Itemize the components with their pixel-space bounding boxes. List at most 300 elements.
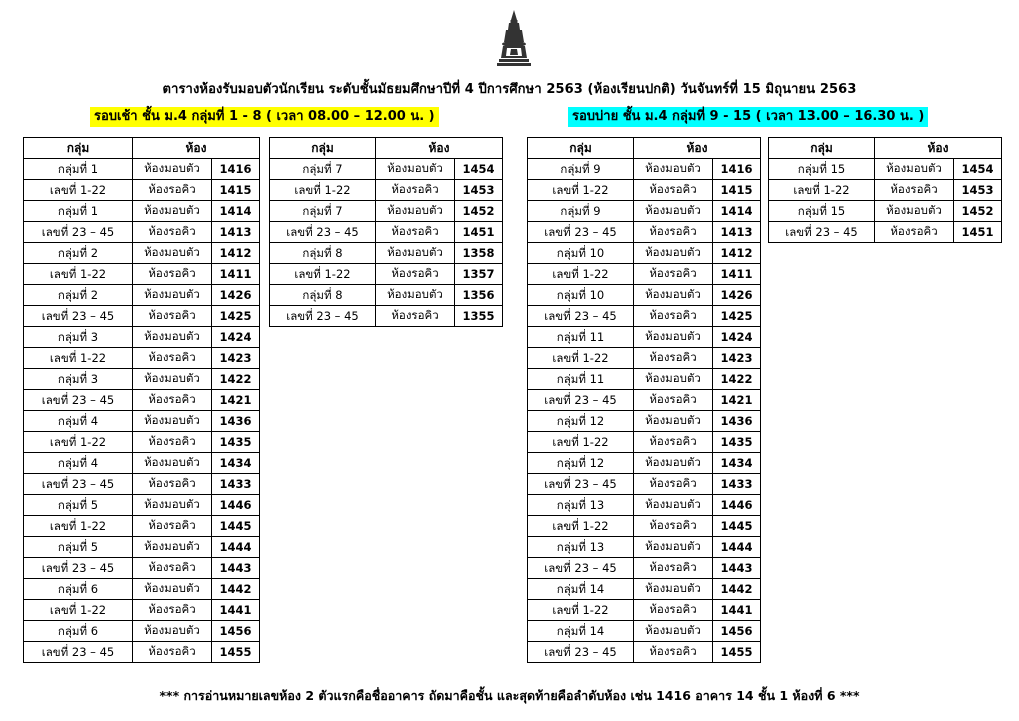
room-type-wait: ห้องรอคิว [634,600,713,621]
room-type-report: ห้องมอบตัว [133,327,212,348]
report-room-number: 1416 [212,159,260,180]
student-range: เลขที่ 23 – 45 [785,225,858,239]
table-row [24,348,260,369]
wait-room-number: 1423 [713,348,761,369]
group-cell [24,285,133,306]
student-range: เลขที่ 1-22 [49,351,107,365]
student-range: เลขที่ 1-22 [49,519,107,533]
group-name: กลุ่มที่ 15 [797,204,846,218]
student-range: เลขที่ 23 – 45 [41,645,115,659]
room-type-report: ห้องมอบตัว [133,201,212,222]
group-name: กลุ่มที่ 6 [57,624,99,638]
student-range: เลขที่ 23 – 45 [41,225,115,239]
table-row [528,243,761,264]
room-type-report: ห้องมอบตัว [133,495,212,516]
room-type-report: ห้องมอบตัว [133,411,212,432]
group-name: กลุ่มที่ 8 [302,288,343,302]
range-cell [24,558,133,579]
report-room-number: 1422 [212,369,260,390]
group-cell [24,159,133,180]
student-range: เลขที่ 1-22 [552,435,609,449]
student-range: เลขที่ 23 – 45 [544,477,617,491]
group-cell [528,453,634,474]
student-range: เลขที่ 23 – 45 [544,561,617,575]
group-name: กลุ่มที่ 6 [57,582,99,596]
table-row [528,579,761,600]
group-name: กลุ่มที่ 9 [560,162,601,176]
table-row [528,495,761,516]
group-cell [24,621,133,642]
report-room-number: 1436 [713,411,761,432]
range-cell [528,432,634,453]
room-type-wait: ห้องรอคิว [875,222,954,243]
room-type-wait: ห้องรอคิว [376,306,455,327]
afternoon-session-label: รอบบ่าย ชั้น ม.4 กลุ่มที่ 9 - 15 ( เวลา 13.00 – 16.30 น. ) [568,107,928,127]
table-row [528,369,761,390]
report-room-number: 1416 [713,159,761,180]
student-range: เลขที่ 1-22 [49,183,107,197]
group-cell [769,201,875,222]
table-row [24,432,260,453]
student-range: เลขที่ 23 – 45 [544,309,617,323]
room-type-report: ห้องมอบตัว [133,579,212,600]
range-cell [270,222,376,243]
range-cell [270,306,376,327]
table-row [270,285,503,306]
table-row [24,453,260,474]
table-row [769,222,1002,243]
group-cell [24,579,133,600]
group-cell [528,369,634,390]
range-cell [769,222,875,243]
table-row [24,306,260,327]
table-row [528,306,761,327]
room-type-wait: ห้องรอคิว [133,348,212,369]
room-type-wait: ห้องรอคิว [634,474,713,495]
room-type-wait: ห้องรอคิว [133,558,212,579]
student-range: เลขที่ 1-22 [552,603,609,617]
room-type-report: ห้องมอบตัว [376,159,455,180]
table-row [528,264,761,285]
student-range: เลขที่ 23 – 45 [41,561,115,575]
report-room-number: 1452 [455,201,503,222]
room-type-wait: ห้องรอคิว [133,432,212,453]
group-name: กลุ่มที่ 7 [302,204,343,218]
wait-room-number: 1415 [212,180,260,201]
table-row [528,453,761,474]
table-row [24,621,260,642]
group-cell [24,369,133,390]
room-type-wait: ห้องรอคิว [133,600,212,621]
report-room-number: 1434 [212,453,260,474]
table-row [24,390,260,411]
range-cell [24,474,133,495]
table-row [528,432,761,453]
student-range: เลขที่ 1-22 [552,519,609,533]
report-room-number: 1446 [713,495,761,516]
room-type-report: ห้องมอบตัว [376,201,455,222]
table-row [24,327,260,348]
table-row [528,642,761,663]
footer-note: *** การอ่านหมายเลขห้อง 2 ตัวแรกคือชื่ออาคาร ถัดมาคือชั้น และสุดท้ายคือลำดับห้อง เช่น 1416 อาคาร 14 ชั้น 1 ห้องที่ 6 *** [159,688,860,703]
room-type-wait: ห้องรอคิว [634,264,713,285]
table-row [270,180,503,201]
header-group: กลุ่ม [769,138,875,159]
group-cell [528,201,634,222]
wait-room-number: 1451 [954,222,1002,243]
table-row [24,516,260,537]
group-name: กลุ่มที่ 12 [556,456,605,470]
room-type-wait: ห้องรอคิว [634,432,713,453]
room-table [23,137,260,663]
report-room-number: 1356 [455,285,503,306]
wait-room-number: 1413 [212,222,260,243]
student-range: เลขที่ 1-22 [793,183,850,197]
table-row [528,600,761,621]
group-cell [24,201,133,222]
group-cell [528,285,634,306]
student-range: เลขที่ 1-22 [49,435,107,449]
table-row [528,348,761,369]
group-name: กลุ่มที่ 12 [556,414,605,428]
group-name: กลุ่มที่ 13 [556,540,605,554]
room-type-report: ห้องมอบตัว [133,159,212,180]
table-row [769,159,1002,180]
report-room-number: 1456 [713,621,761,642]
room-type-report: ห้องมอบตัว [376,285,455,306]
group-cell [528,495,634,516]
report-room-number: 1442 [713,579,761,600]
group-cell [24,327,133,348]
group-name: กลุ่มที่ 1 [57,162,99,176]
report-room-number: 1442 [212,579,260,600]
report-room-number: 1444 [713,537,761,558]
group-cell [24,453,133,474]
range-cell [24,642,133,663]
wait-room-number: 1435 [212,432,260,453]
room-type-report: ห้องมอบตัว [133,369,212,390]
room-type-wait: ห้องรอคิว [634,306,713,327]
table-row [270,264,503,285]
group-name: กลุ่มที่ 3 [57,372,99,386]
room-type-report: ห้องมอบตัว [634,453,713,474]
group-cell [528,159,634,180]
room-type-report: ห้องมอบตัว [133,453,212,474]
range-cell [528,642,634,663]
header-group: กลุ่ม [528,138,634,159]
room-type-wait: ห้องรอคิว [133,180,212,201]
wait-room-number: 1445 [212,516,260,537]
report-room-number: 1426 [212,285,260,306]
room-type-wait: ห้องรอคิว [875,180,954,201]
report-room-number: 1424 [713,327,761,348]
room-type-report: ห้องมอบตัว [634,243,713,264]
wait-room-number: 1441 [212,600,260,621]
wait-room-number: 1433 [713,474,761,495]
room-type-wait: ห้องรอคิว [634,348,713,369]
header-room: ห้อง [875,138,1002,159]
table-row [24,369,260,390]
range-cell [528,516,634,537]
group-cell [24,243,133,264]
group-name: กลุ่มที่ 5 [57,498,99,512]
room-type-wait: ห้องรอคิว [376,180,455,201]
table-row [528,159,761,180]
group-cell [528,621,634,642]
table-row [528,537,761,558]
group-cell [270,159,376,180]
group-name: กลุ่มที่ 15 [797,162,846,176]
table-row [528,411,761,432]
header-group: กลุ่ม [24,138,133,159]
wait-room-number: 1435 [713,432,761,453]
range-cell [24,180,133,201]
group-cell [270,243,376,264]
page-title: ตารางห้องรับมอบตัวนักเรียน ระดับชั้นมัธยมศึกษาปีที่ 4 ปีการศึกษา 2563 (ห้องเรียนปกติ) วันจันทร์ที่ 15 มิถุนายน 2563 [162,82,857,97]
header-room: ห้อง [634,138,761,159]
group-name: กลุ่มที่ 11 [556,372,605,386]
room-type-report: ห้องมอบตัว [376,243,455,264]
table-row [24,642,260,663]
room-type-wait: ห้องรอคิว [634,558,713,579]
room-type-wait: ห้องรอคิว [133,642,212,663]
wait-room-number: 1415 [713,180,761,201]
table-row [24,201,260,222]
wait-room-number: 1413 [713,222,761,243]
room-type-wait: ห้องรอคิว [634,516,713,537]
report-room-number: 1446 [212,495,260,516]
table-row [528,201,761,222]
group-name: กลุ่มที่ 2 [57,246,99,260]
report-room-number: 1456 [212,621,260,642]
morning-session-label: รอบเช้า ชั้น ม.4 กลุ่มที่ 1 - 8 ( เวลา 08.00 – 12.00 น. ) [90,107,439,127]
report-room-number: 1452 [954,201,1002,222]
report-room-number: 1422 [713,369,761,390]
wait-room-number: 1441 [713,600,761,621]
room-type-report: ห้องมอบตัว [133,537,212,558]
table-row [270,243,503,264]
table-row [24,180,260,201]
report-room-number: 1444 [212,537,260,558]
room-type-report: ห้องมอบตัว [133,243,212,264]
range-cell [528,600,634,621]
table-row [24,537,260,558]
wait-room-number: 1423 [212,348,260,369]
room-table [768,137,1002,243]
range-cell [24,516,133,537]
range-cell [528,474,634,495]
group-name: กลุ่มที่ 10 [556,246,605,260]
student-range: เลขที่ 23 – 45 [286,225,359,239]
range-cell [24,600,133,621]
header-room: ห้อง [133,138,260,159]
group-cell [528,579,634,600]
wait-room-number: 1453 [954,180,1002,201]
range-cell [528,180,634,201]
group-name: กลุ่มที่ 1 [57,204,99,218]
wait-room-number: 1443 [212,558,260,579]
report-room-number: 1412 [713,243,761,264]
range-cell [270,264,376,285]
table-row [24,579,260,600]
table-row [24,474,260,495]
room-type-wait: ห้องรอคิว [133,516,212,537]
table-row [24,159,260,180]
student-range: เลขที่ 23 – 45 [544,393,617,407]
table-row [528,558,761,579]
room-type-report: ห้องมอบตัว [133,285,212,306]
room-type-report: ห้องมอบตัว [634,327,713,348]
report-room-number: 1436 [212,411,260,432]
student-range: เลขที่ 23 – 45 [544,645,617,659]
table-row [24,495,260,516]
table-row [528,180,761,201]
room-type-report: ห้องมอบตัว [634,411,713,432]
room-type-wait: ห้องรอคิว [376,222,455,243]
table-row [24,600,260,621]
student-range: เลขที่ 23 – 45 [41,393,115,407]
table-row [24,264,260,285]
group-name: กลุ่มที่ 8 [302,246,343,260]
group-cell [528,411,634,432]
student-range: เลขที่ 1-22 [49,267,107,281]
group-cell [528,243,634,264]
range-cell [24,390,133,411]
group-cell [24,537,133,558]
room-type-wait: ห้องรอคิว [133,390,212,411]
table-row [769,180,1002,201]
group-cell [270,285,376,306]
room-type-report: ห้องมอบตัว [634,159,713,180]
room-table [269,137,503,327]
group-cell [24,495,133,516]
group-name: กลุ่มที่ 4 [57,456,99,470]
report-room-number: 1454 [954,159,1002,180]
range-cell [528,558,634,579]
table-row [24,285,260,306]
room-type-report: ห้องมอบตัว [634,369,713,390]
room-type-wait: ห้องรอคิว [376,264,455,285]
room-type-report: ห้องมอบตัว [634,621,713,642]
student-range: เลขที่ 23 – 45 [286,309,359,323]
room-type-wait: ห้องรอคิว [133,474,212,495]
wait-room-number: 1357 [455,264,503,285]
wait-room-number: 1425 [212,306,260,327]
student-range: เลขที่ 23 – 45 [41,477,115,491]
range-cell [24,222,133,243]
range-cell [528,222,634,243]
group-name: กลุ่มที่ 14 [556,624,605,638]
range-cell [528,390,634,411]
group-cell [528,327,634,348]
group-name: กลุ่มที่ 2 [57,288,99,302]
group-cell [270,201,376,222]
group-name: กลุ่มที่ 11 [556,330,605,344]
range-cell [528,348,634,369]
wait-room-number: 1451 [455,222,503,243]
room-type-report: ห้องมอบตัว [634,201,713,222]
report-room-number: 1412 [212,243,260,264]
range-cell [528,306,634,327]
room-type-wait: ห้องรอคิว [634,390,713,411]
group-name: กลุ่มที่ 5 [57,540,99,554]
table-row [528,474,761,495]
wait-room-number: 1421 [713,390,761,411]
wait-room-number: 1453 [455,180,503,201]
group-name: กลุ่มที่ 9 [560,204,601,218]
range-cell [24,306,133,327]
table-row [270,201,503,222]
student-range: เลขที่ 1-22 [552,183,609,197]
table-row [270,306,503,327]
room-type-report: ห้องมอบตัว [634,285,713,306]
header-room: ห้อง [376,138,503,159]
range-cell [528,264,634,285]
room-type-wait: ห้องรอคิว [133,306,212,327]
student-range: เลขที่ 1-22 [294,267,351,281]
group-cell [528,537,634,558]
table-row [528,390,761,411]
student-range: เลขที่ 23 – 45 [41,309,115,323]
range-cell [24,432,133,453]
group-name: กลุ่มที่ 14 [556,582,605,596]
wait-room-number: 1455 [713,642,761,663]
wait-room-number: 1445 [713,516,761,537]
room-type-wait: ห้องรอคิว [133,222,212,243]
group-cell [24,411,133,432]
report-room-number: 1414 [212,201,260,222]
wait-room-number: 1425 [713,306,761,327]
table-row [24,243,260,264]
room-type-report: ห้องมอบตัว [875,159,954,180]
group-name: กลุ่มที่ 13 [556,498,605,512]
report-room-number: 1426 [713,285,761,306]
table-row [528,327,761,348]
range-cell [270,180,376,201]
wait-room-number: 1421 [212,390,260,411]
wait-room-number: 1355 [455,306,503,327]
room-type-wait: ห้องรอคิว [133,264,212,285]
wait-room-number: 1433 [212,474,260,495]
report-room-number: 1358 [455,243,503,264]
table-row [24,222,260,243]
table-row [528,285,761,306]
table-row [270,222,503,243]
table-row [270,159,503,180]
table-row [24,558,260,579]
wait-room-number: 1455 [212,642,260,663]
report-room-number: 1454 [455,159,503,180]
wait-room-number: 1443 [713,558,761,579]
group-name: กลุ่มที่ 3 [57,330,99,344]
wait-room-number: 1411 [713,264,761,285]
group-name: กลุ่มที่ 10 [556,288,605,302]
room-table [527,137,761,663]
table-row [528,222,761,243]
table-row [528,621,761,642]
room-type-report: ห้องมอบตัว [133,621,212,642]
report-room-number: 1414 [713,201,761,222]
room-type-report: ห้องมอบตัว [634,537,713,558]
room-type-report: ห้องมอบตัว [875,201,954,222]
room-type-report: ห้องมอบตัว [634,495,713,516]
group-name: กลุ่มที่ 7 [302,162,343,176]
student-range: เลขที่ 1-22 [552,351,609,365]
report-room-number: 1424 [212,327,260,348]
wait-room-number: 1411 [212,264,260,285]
table-row [769,201,1002,222]
header-group: กลุ่ม [270,138,376,159]
